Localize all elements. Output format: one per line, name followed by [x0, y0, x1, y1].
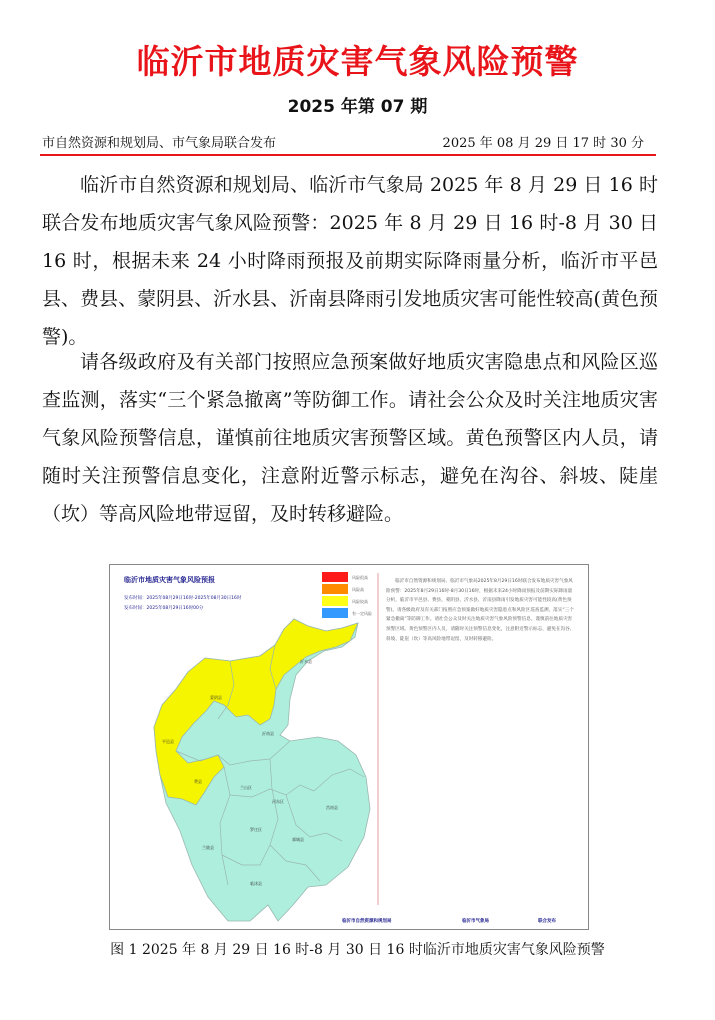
legend-swatch-some-risk [322, 608, 348, 618]
county-label: 沂南县 [262, 731, 274, 736]
paragraph-advice: 请各级政府及有关部门按照应急预案做好地质灾害隐患点和风险区巡查监测，落实“三个紧急撤离”等防御工作。请社会公众及时关注地质灾害气象风险预警信息，谨慎前往地质灾害预警区域。黄色预警区内人员，请随时关注预警信息变化，注意附近警示标志，避免在沟谷、斜坡、陡崖（坎）等高风险地带逗留，及时转移避险。 [42, 351, 658, 525]
warning-map [109, 564, 589, 930]
paragraph-warning: 临沂市自然资源和规划局、临沂市气象局 2025 年 8 月 29 日 16 时联合发布地质灾害气象风险预警：2025 年 8 月 29 日 16 时-8 月 30 日 16 时，根据未来 24 小时降雨预报及前期实际降雨量分析，临沂市平邑县、费县、蒙阴县、沂水县、沂南县降雨引发地质灾害可能性较高(黄色预警)。 [42, 174, 658, 348]
issue-number: 2025 年第 07 期 [287, 97, 428, 117]
map-footer-item: 临沂市自然资源和规划局 [342, 919, 392, 924]
publisher: 市自然资源和规划局、市气象局联合发布 [42, 136, 277, 151]
document-title: 临沂市地质灾害气象风险预警 [136, 42, 579, 81]
map-footer-item: 联合发布 [538, 919, 556, 924]
publish-info-row [42, 132, 652, 154]
county-label: 沂水县 [300, 659, 312, 664]
map-meta-line: 发布时间：2025年08月29日16时00分 [124, 606, 204, 611]
red-divider-line [40, 154, 656, 156]
county-label: 郯城县 [292, 837, 304, 842]
map-side-paragraph: 临沂市自然资源和规划局、临沂市气象局2025年8月29日16时联合发布地质灾害气象风险预警：2025年8月29日16时-8月30日16时，根据未来24小时降雨预报及前期实际降雨量分析，临沂市平邑县、费县、蒙阴县、沂水县、沂南县降雨引发地质灾害可能性较高(黄色预警)。请各级政府及有关部门按照应急预案做好地质灾害隐患点和风险区巡查监测，落实“三个紧急撤离”等防御工作。请社会公众及时关注地质灾害气象风险预警信息，谨慎前往地质灾害预警区域。黄色预警区内人员，请随时关注预警信息变化，注意附近警示标志，避免在沟谷、斜坡、陡崖（坎）等高风险地带逗留，及时转移避险。 [386, 579, 575, 642]
map-meta-line: 发布时间：2025年08月29日16时-2025年08月30日16时 [124, 596, 242, 601]
county-label: 平邑县 [162, 739, 174, 744]
map-title: 临沂市地质灾害气象风险预报 [124, 576, 215, 584]
legend-label: 风险较高 [352, 599, 368, 604]
county-label: 蒙阴县 [210, 695, 222, 700]
legend-label: 有一定风险 [352, 611, 372, 616]
county-label: 临沭县 [250, 881, 262, 886]
map-side-text [386, 577, 576, 727]
county-label: 费县 [194, 779, 202, 784]
legend-swatch-fairly-high [322, 596, 348, 606]
map-footer-item: 临沂市气象局 [462, 919, 489, 924]
legend-label: 风险很高 [352, 575, 368, 580]
publish-time: 2025 年 08 月 29 日 17 时 30 分 [442, 136, 644, 151]
legend-swatch-very-high [322, 572, 348, 582]
county-label: 罗庄区 [250, 827, 262, 832]
map-footer [342, 917, 556, 924]
map-canvas [110, 565, 588, 929]
county-label: 兰陵县 [202, 845, 214, 850]
county-label: 河东区 [272, 799, 284, 804]
county-label: 莒南县 [326, 805, 338, 810]
map-legend [322, 572, 372, 618]
figure-caption: 图 1 2025 年 8 月 29 日 16 时-8 月 30 日 16 时临沂市地质灾害气象风险预警 [110, 942, 605, 958]
legend-label: 风险高 [352, 587, 364, 592]
legend-swatch-high [322, 584, 348, 594]
county-label: 兰山区 [240, 785, 252, 790]
